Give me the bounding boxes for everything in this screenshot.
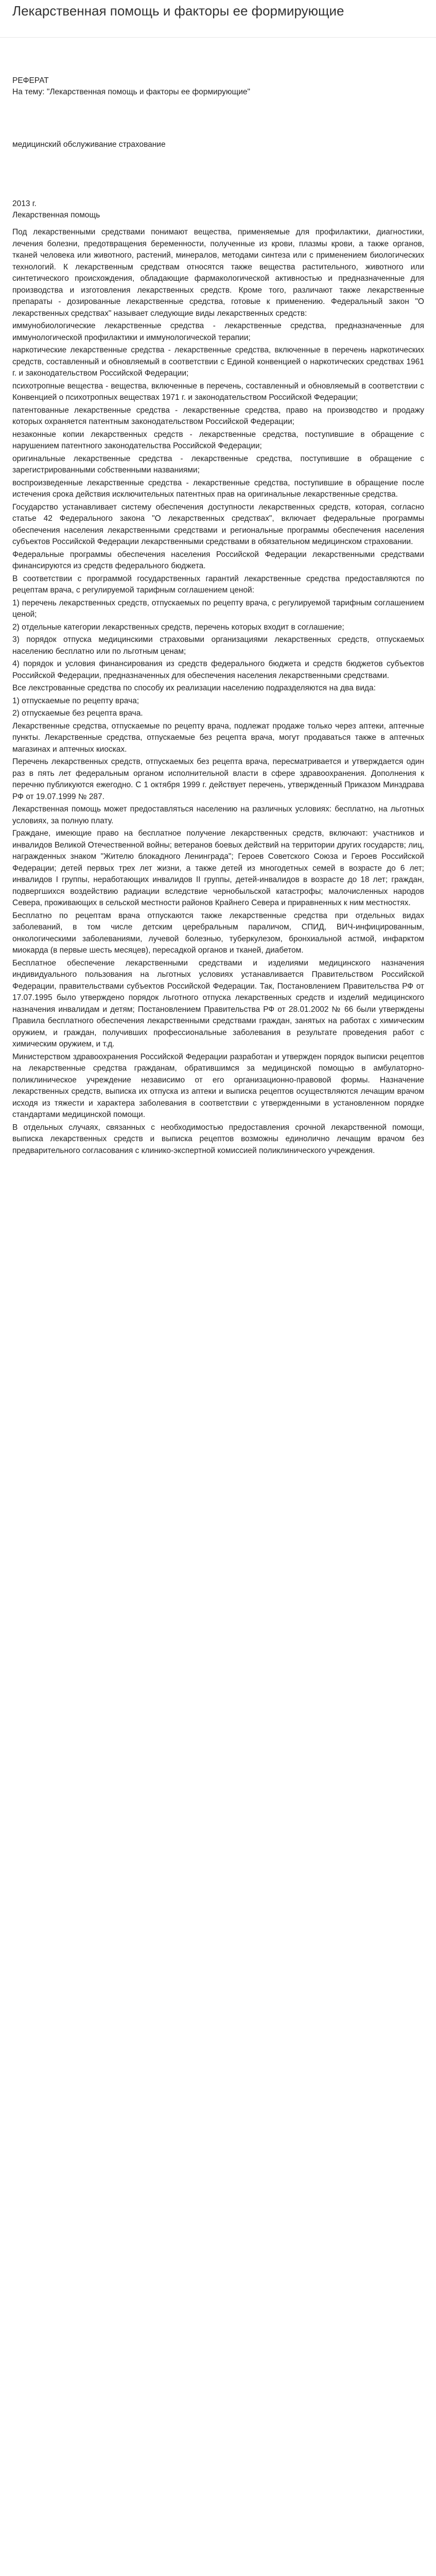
- body-paragraph: Бесплатно по рецептам врача отпускаются также лекарственные средства при отдельных видах заболеваний, в том числе детским церебральным параличом, СПИД, ВИЧ-инфицированным, онкологическими заболеваниями, лучевой болезнью, туберкулезом, бронхиальной астмой, инфарктом миокарда (в первые шесть месяцев), пересадкой органов и тканей, диабетом.: [12, 911, 424, 955]
- genre-label: РЕФЕРАТ: [12, 76, 49, 85]
- body-paragraph: наркотические лекарственные средства - лекарственные средства, включенные в перечень наркотических средств, составленный и обновляемый в соответствии с Единой конвенцией о наркотических средствах 1961 г. и законодательством Российской Федерации;: [12, 346, 424, 378]
- body-paragraph: оригинальные лекарственные средства - лекарственные средства, поступившие в обращение с зарегистрированными собственными названиями;: [12, 454, 424, 474]
- body-paragraph: Государство устанавливает систему обеспечения доступности лекарственных средств, которая, согласно статье 42 Федерального закона "О лекарственных средствах", включает федеральные программы обеспечения населения лекарственными средствами и региональные программы обеспечения населения субъектов Российской Федерации лекарственными средствами в обязательном медицинском страховании.: [12, 502, 424, 546]
- subject-label: медицинский обслуживание страхование: [12, 140, 166, 149]
- year-label: 2013 г.: [12, 199, 37, 208]
- body-paragraph: Федеральные программы обеспечения населения Российской Федерации лекарственными средствами финансируются из средств федерального бюджета.: [12, 550, 424, 570]
- body-paragraph: 1) перечень лекарственных средств, отпускаемых по рецепту врача, с регулируемой тарифным соглашением ценой;: [12, 598, 424, 619]
- body-paragraph: Граждане, имеющие право на бесплатное получение лекарственных средств, включают: участников и инвалидов Великой Отечественной войны; ветеранов боевых действий на территории других государств; лиц, награжденных знаком "Жителю блокадного Ленинграда"; Героев Советского Союза и Героев Российской Федерации; детей первых трех лет жизни, а также детей из многодетных семей в возрасте до 6 лет; инвалидов I группы, неработающих инвалидов II группы, детей-инвалидов в возрасте до 18 лет; граждан, подвергшихся воздействию радиации вследствие чернобыльской катастрофы; малочисленных народов Севера, проживающих в сельской местности районов Крайнего Севера и приравненных к ним местностях.: [12, 829, 424, 907]
- body-paragraph: 4) порядок и условия финансирования из средств федерального бюджета и средств бюджетов субъектов Российской Федерации, предназначенных для обеспечения населения лекарственными средствами.: [12, 659, 424, 680]
- body-paragraph: 1) отпускаемые по рецепту врача;: [12, 696, 139, 705]
- body-paragraph: 2) отдельные категории лекарственных средств, перечень которых входит в соглашение;: [12, 622, 344, 632]
- body-paragraph: Бесплатное обеспечение лекарственными средствами и изделиями медицинского назначения индивидуального пользования на льготных условиях устанавливается Правительством Российской Федерации, правительствами субъектов Российской Федерации. Так, Постановлением Правительства РФ от 17.07.1995 было утверждено порядок льготного отпуска лекарственных средств и изделий медицинского назначения инвалидам и детям; Постановлением Правительства РФ от 28.01.2002 № 66 были утверждены Правила бесплатного обеспечения лекарственными средствами граждан, занятых на работах с химическим оружием, и граждан, получивших профессиональные заболевания в результате проведения работ с химическим оружием, и т.д.: [12, 958, 424, 1048]
- document-body: [12, 227, 424, 1158]
- body-paragraph: Перечень лекарственных средств, отпускаемых без рецепта врача, пересматривается и утверждается один раз в пять лет федеральным органом исполнительной власти в сфере здравоохранения. Дополнения к перечню публикуются ежегодно. С 1 октября 1999 г. действует перечень, утвержденный Приказом Минздрава РФ от 19.07.1999 № 287.: [12, 757, 424, 801]
- body-paragraph: 2) отпускаемые без рецепта врача.: [12, 709, 143, 718]
- title-bar: [0, 0, 436, 38]
- page-title: Лекарственная помощь и факторы ее формирующие: [12, 3, 344, 19]
- body-paragraph: психотропные вещества - вещества, включенные в перечень, составленный и обновляемый в соответствии с Конвенцией о психотропных веществах 1971 г. и законодательством Российской Федерации;: [12, 381, 424, 402]
- body-paragraph: Министерством здравоохранения Российской Федерации разработан и утвержден порядок выписки рецептов на лекарственные средства гражданам, обратившимся за медицинской помощью в амбулаторно-поликлиническое учреждение независимо от его организационно-правовой формы. Назначение лекарственных средств, выписка их отпуска из аптеки и выписка рецептов осуществляются лечащим врачом исходя из тяжести и характера заболевания в соответствии с утвержденными в установленном порядке стандартами медицинской помощи.: [12, 1052, 424, 1119]
- body-paragraph: Лекарственная помощь может предоставляться населению на различных условиях: бесплатно, на льготных условиях, за полную плату.: [12, 805, 424, 825]
- body-paragraph: патентованные лекарственные средства - лекарственные средства, право на производство и продажу которых охраняется патентным законодательством Российской Федерации;: [12, 405, 424, 426]
- section-heading: Лекарственная помощь: [12, 211, 100, 219]
- body-paragraph: Под лекарственными средствами понимают вещества, применяемые для профилактики, диагностики, лечения болезни, предотвращения беременности, полученные из крови, плазмы крови, а также органов, тканей человека или животного, растений, минералов, методами синтеза или с применением биологических технологий. К лекарственным средствам относятся также вещества растительного, животного или синтетического происхождения, обладающие фармакологической активностью и предназначенные для производства и изготовления лекарственных средств. Кроме того, различают также лекарственные препараты - дозированные лекарственные средства, готовые к применению. Федеральный закон "О лекарственных средствах" называет следующие виды лекарственных средств:: [12, 228, 424, 318]
- body-paragraph: незаконные копии лекарственных средств - лекарственные средства, поступившие в обращение с нарушением патентного законодательства Российской Федерации;: [12, 430, 424, 450]
- body-paragraph: иммунобиологические лекарственные средства - лекарственные средства, предназначенные для иммунологической профилактики и иммунологической терапии;: [12, 321, 424, 342]
- body-paragraph: Все лекстрованные средства по способу их реализации населению подразделяются на два вида:: [12, 684, 376, 692]
- body-paragraph: 3) порядок отпуска медицинскими страховыми организациями лекарственных средств, отпускаемых населению бесплатно или по льготным ценам;: [12, 635, 424, 656]
- body-paragraph: Лекарственные средства, отпускаемые по рецепту врача, подлежат продаже только через аптеки, аптечные пункты. Лекарственные средства, отпускаемые без рецепта врача, могут продаваться также в аптечных магазинах и аптечных киосках.: [12, 721, 424, 754]
- body-paragraph: В соответствии с программой государственных гарантий лекарственные средства предоставляются по рецептам врача, с регулируемой тарифным соглашением ценой:: [12, 574, 424, 595]
- topic-label: На тему: "Лекарственная помощь и факторы ее формирующие": [12, 88, 251, 96]
- body-paragraph: В отдельных случаях, связанных с необходимостью предоставления срочной лекарственной помощи, выписка лекарственных средств и выписка рецептов возможны единолично лечащим врачом без предварительного согласования с клинико-экспертной комиссией поликлинического учреждения.: [12, 1123, 424, 1155]
- body-paragraph: воспроизведенные лекарственные средства - лекарственные средства, поступившие в обращение после истечения срока действия исключительных патентных прав на оригинальные лекарственные средства.: [12, 478, 424, 499]
